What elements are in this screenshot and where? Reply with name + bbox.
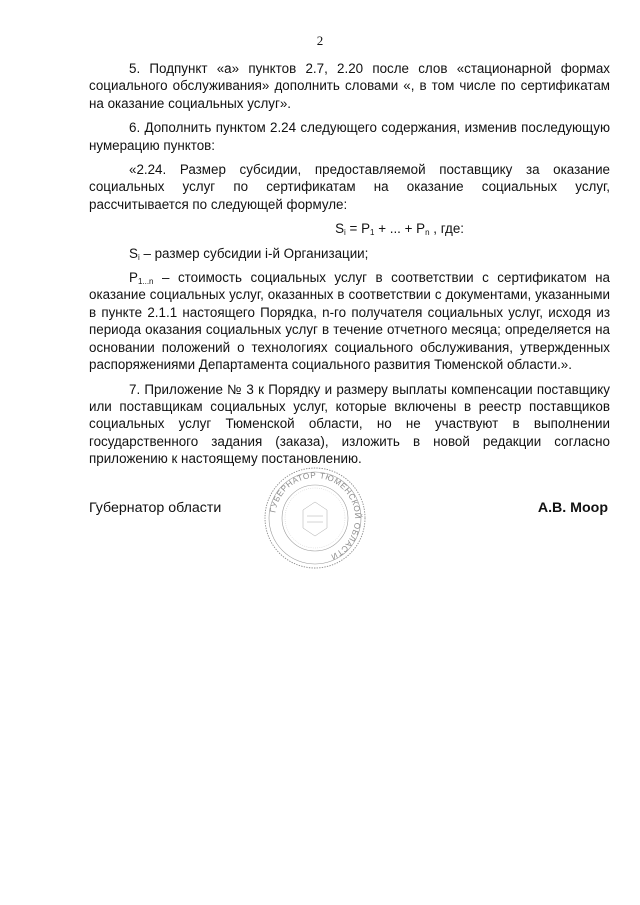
p-sub: 1...n (137, 277, 154, 287)
formula-equals-p: = P (345, 221, 371, 237)
page-number: 2 (316, 33, 324, 48)
si-symbol: S (129, 245, 138, 261)
paragraph-7: 7. Приложение № 3 к Порядку и размеру выплаты компенсации поставщику или поставщикам социальных услуг, которые включены в реестр поставщиков социальных услуг Тюменской области, но не участвуют в выполнении государственного задания (заказа), изложить в новой редакции согласно приложению к настоящему постановлению. (89, 381, 610, 467)
official-seal-icon (263, 466, 367, 570)
document-body (89, 60, 610, 475)
formula-s-sub: i (344, 228, 346, 238)
si-sub: i (137, 252, 140, 262)
formula-s: S (335, 221, 345, 237)
formula-pn-sub: n (425, 228, 430, 238)
formula-plus-dots: + ... + P (374, 221, 426, 237)
subsidy-formula (89, 220, 610, 237)
formula-p1-sub: 1 (370, 228, 375, 238)
p-definition (89, 269, 610, 373)
paragraph-2-24: «2.24. Размер субсидии, предоставляемой поставщику за оказание социальных услуг по сертификатам на оказание социальных услуг, рассчитывается по следующей формуле: (89, 162, 610, 212)
seal-emblem (303, 502, 327, 536)
p-symbol: P (129, 270, 138, 286)
p-definition-text: – стоимость социальных услуг в соответствии с сертификатом на оказание социальных услуг, оказанных в соответствии с документами, указанными в пункте 2.1.1 настоящего Порядка, n-го получателя социальных услуг, исходя из периода оказания социальных услуг в течение отчетного месяца; определяется на основании положений о технологиях социального обслуживания, утвержденных распоряжениями Департамента социального развития Тюменской области.». (89, 270, 610, 373)
signatory-title: Губернатор области (89, 500, 222, 516)
seal-text: ГУБЕРНАТОР ТЮМЕНСКОЙ ОБЛАСТИ (268, 470, 363, 562)
paragraph-6: 6. Дополнить пунктом 2.24 следующего содержания, изменив последующую нумерацию пунктов: (89, 120, 610, 153)
si-definition (89, 245, 610, 262)
si-definition-text: – размер субсидии i-й Организации; (139, 245, 369, 261)
signatory-name: А.В. Моор (537, 500, 608, 516)
paragraph-5: 5. Подпункт «а» пунктов 2.7, 2.20 после слов «стационарной формах социального обслуживания» дополнить словами «, в том числе по сертификатам на оказание социальных услуг». (89, 61, 610, 111)
formula-tail: , где: (429, 221, 464, 237)
